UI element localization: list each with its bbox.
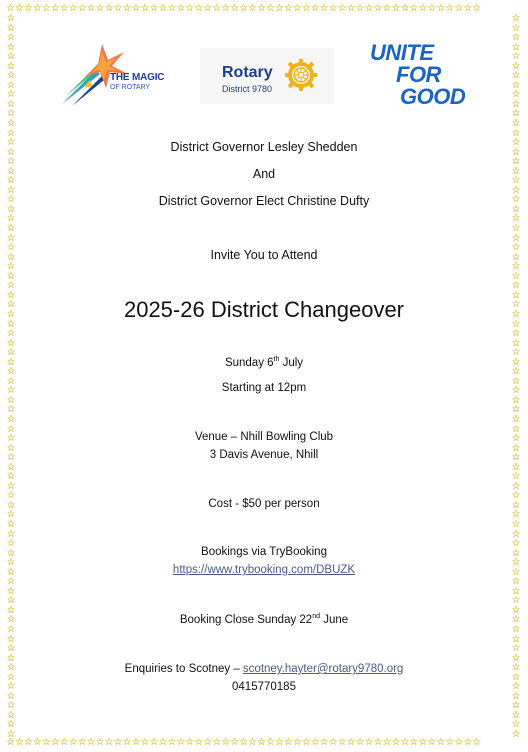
border-star-icon: ☆ — [6, 79, 16, 91]
border-star-icon: ☆ — [511, 490, 521, 502]
logo-row — [0, 40, 528, 112]
border-star-icon: ☆ — [511, 184, 521, 196]
border-star-icon: ☆ — [6, 242, 16, 254]
border-star-icon: ☆ — [511, 404, 521, 416]
border-star-icon: ☆ — [511, 299, 521, 311]
unite-logo-line2: FOR — [396, 62, 441, 87]
border-star-icon: ☆ — [6, 413, 16, 425]
border-star-icon: ☆ — [6, 585, 16, 597]
border-star-icon: ☆ — [6, 318, 16, 330]
border-star-icon: ☆ — [6, 251, 16, 263]
border-star-icon: ☆ — [511, 51, 521, 63]
border-star-icon: ☆ — [6, 270, 16, 282]
border-star-icon: ☆ — [511, 242, 521, 254]
border-star-icon: ☆ — [511, 280, 521, 292]
border-star-icon: ☆ — [6, 308, 16, 320]
border-star-icon: ☆ — [6, 328, 16, 340]
border-star-icon: ☆ — [511, 13, 521, 24]
border-star-icon: ☆ — [6, 528, 16, 540]
border-star-icon: ☆ — [511, 518, 521, 530]
border-star-icon: ☆ — [511, 22, 521, 34]
border-star-icon: ☆ — [511, 700, 521, 712]
border-star-icon: ☆ — [511, 32, 521, 44]
border-star-icon: ☆ — [511, 624, 521, 635]
border-star-icon: ☆ — [511, 347, 521, 359]
booking-close — [0, 614, 528, 626]
border-star-icon: ☆ — [6, 662, 16, 674]
border-star-icon: ☆ — [511, 223, 521, 235]
border-star-icon: ☆ — [6, 566, 16, 578]
border-star-icon: ☆ — [6, 165, 16, 177]
border-star-icon: ☆ — [511, 528, 521, 540]
border-star-icon: ☆ — [6, 490, 16, 502]
border-star-icon: ☆ — [6, 499, 16, 511]
border-star-icon: ☆ — [511, 165, 521, 177]
border-star-icon: ☆ — [6, 203, 16, 215]
border-star-icon: ☆ — [6, 98, 16, 110]
border-star-icon: ☆ — [6, 652, 16, 664]
magic-logo-line2: OF ROTARY — [110, 84, 151, 91]
border-star-icon: ☆ — [511, 690, 521, 702]
border-star-icon: ☆ — [511, 385, 521, 397]
event-time: Starting at 12pm — [221, 382, 307, 394]
border-star-icon: ☆ — [6, 633, 16, 645]
booking-close-suffix: nd — [312, 613, 320, 621]
border-star-icon: ☆ — [6, 480, 16, 492]
cost-text: Cost - $50 per person — [208, 498, 320, 510]
border-star-icon: ☆ — [6, 681, 16, 693]
border-star-icon: ☆ — [511, 633, 521, 645]
enquiries-phone: 0415770185 — [232, 681, 296, 693]
border-star-icon: ☆ — [511, 433, 521, 445]
border-star-icon: ☆ — [511, 662, 521, 674]
border-star-icon: ☆ — [6, 729, 16, 741]
border-star-icon: ☆ — [6, 146, 16, 158]
border-star-icon: ☆ — [511, 89, 521, 101]
border-star-icon: ☆ — [6, 41, 16, 53]
border-star-icon: ☆ — [6, 337, 16, 349]
border-star-icon: ☆ — [511, 289, 521, 301]
border-star-icon: ☆ — [511, 509, 521, 521]
border-star-icon: ☆ — [511, 461, 521, 473]
border-star-icon: ☆ — [511, 595, 521, 607]
border-star-icon: ☆ — [511, 146, 521, 158]
border-star-icon: ☆ — [511, 557, 521, 569]
border-star-icon: ☆ — [511, 547, 521, 559]
unite-logo-line1: UNITE — [370, 40, 434, 65]
border-star-icon: ☆ — [6, 70, 16, 82]
event-date-suffix: th — [273, 356, 280, 364]
border-star-icon: ☆ — [511, 108, 521, 120]
border-star-icon: ☆ — [511, 356, 521, 368]
border-star-icon: ☆ — [511, 366, 521, 378]
border-star-icon: ☆ — [6, 557, 16, 569]
border-star-icon: ☆ — [511, 538, 521, 550]
star-border-top: ☆☆☆☆☆☆☆☆☆☆☆☆☆☆☆☆☆☆☆☆☆☆☆☆☆☆☆☆☆☆☆☆☆☆☆☆☆☆☆☆☆☆☆☆☆☆☆☆☆☆☆☆☆ — [6, 4, 482, 14]
border-star-icon: ☆ — [6, 22, 16, 34]
border-star-icon: ☆ — [511, 137, 521, 149]
border-star-icon: ☆ — [6, 471, 16, 483]
event-date-prefix: Sunday 6 — [224, 357, 274, 369]
border-star-icon: ☆ — [6, 223, 16, 235]
magic-of-rotary-logo — [56, 40, 168, 110]
border-star-icon: ☆ — [6, 547, 16, 559]
border-star-icon: ☆ — [511, 671, 521, 683]
border-star-icon: ☆ — [6, 643, 16, 655]
border-star-icon: ☆ — [6, 423, 16, 435]
border-star-icon: ☆ — [6, 433, 16, 445]
border-star-icon: ☆ — [511, 423, 521, 435]
border-star-icon: ☆ — [6, 604, 16, 616]
border-star-icon: ☆ — [511, 127, 521, 139]
border-star-icon: ☆ — [511, 213, 521, 225]
border-star-icon: ☆ — [6, 709, 16, 721]
rotary-logo-name: Rotary — [222, 64, 273, 81]
border-star-icon: ☆ — [511, 337, 521, 349]
border-star-icon: ☆ — [511, 604, 521, 616]
border-star-icon: ☆ — [6, 366, 16, 378]
border-star-icon: ☆ — [6, 213, 16, 225]
border-star-icon: ☆ — [511, 70, 521, 82]
border-star-icon: ☆ — [6, 595, 16, 607]
border-star-icon: ☆ — [6, 356, 16, 368]
border-star-icon: ☆ — [6, 538, 16, 550]
border-star-icon: ☆ — [6, 719, 16, 731]
border-star-icon: ☆ — [6, 576, 16, 588]
border-star-icon: ☆ — [511, 729, 521, 741]
border-star-icon: ☆ — [511, 79, 521, 91]
border-star-icon: ☆ — [6, 299, 16, 311]
border-star-icon: ☆ — [6, 671, 16, 683]
border-star-icon: ☆ — [6, 156, 16, 168]
border-star-icon: ☆ — [511, 576, 521, 588]
border-star-icon: ☆ — [6, 280, 16, 292]
star-border-left — [6, 14, 16, 740]
border-star-icon: ☆ — [6, 509, 16, 521]
enquiries-prefix: Enquiries to Scotney – — [124, 663, 243, 675]
rotary-district-logo — [200, 48, 335, 104]
border-star-icon: ☆ — [511, 681, 521, 693]
star-border-bottom: ☆☆☆☆☆☆☆☆☆☆☆☆☆☆☆☆☆☆☆☆☆☆☆☆☆☆☆☆☆☆☆☆☆☆☆☆☆☆☆☆☆☆☆☆☆☆☆☆☆☆☆☆☆ — [6, 738, 482, 748]
border-star-icon: ☆ — [511, 480, 521, 492]
border-star-icon: ☆ — [6, 347, 16, 359]
border-star-icon: ☆ — [6, 518, 16, 530]
border-star-icon: ☆ — [6, 108, 16, 120]
border-star-icon: ☆ — [6, 13, 16, 24]
border-star-icon: ☆ — [511, 452, 521, 464]
border-star-icon: ☆ — [6, 624, 16, 635]
border-star-icon: ☆ — [6, 261, 16, 273]
rotary-logo-district: District 9780 — [222, 84, 273, 94]
border-star-icon: ☆ — [511, 175, 521, 187]
border-star-icon: ☆ — [511, 566, 521, 578]
border-star-icon: ☆ — [511, 98, 521, 110]
border-star-icon: ☆ — [6, 137, 16, 149]
border-star-icon: ☆ — [6, 700, 16, 712]
border-star-icon: ☆ — [6, 60, 16, 72]
invite-text: Invite You to Attend — [210, 248, 318, 262]
border-star-icon: ☆ — [6, 385, 16, 397]
border-star-icon: ☆ — [511, 413, 521, 425]
border-star-icon: ☆ — [511, 652, 521, 664]
border-star-icon: ☆ — [511, 203, 521, 215]
border-star-icon: ☆ — [511, 643, 521, 655]
border-star-icon: ☆ — [511, 118, 521, 130]
border-star-icon: ☆ — [511, 251, 521, 263]
border-star-icon: ☆ — [6, 375, 16, 387]
border-star-icon: ☆ — [6, 194, 16, 206]
border-star-icon: ☆ — [511, 585, 521, 597]
event-date-rest: July — [279, 357, 304, 369]
border-star-icon: ☆ — [6, 404, 16, 416]
venue-line1: Venue – Nhill Bowling Club — [194, 431, 334, 443]
enquiries-email-link[interactable]: scotney.hayter@rotary9780.org — [242, 663, 404, 675]
border-star-icon: ☆ — [511, 375, 521, 387]
border-star-icon: ☆ — [6, 442, 16, 454]
border-star-icon: ☆ — [6, 232, 16, 244]
border-star-icon: ☆ — [6, 289, 16, 301]
border-star-icon: ☆ — [6, 452, 16, 464]
border-star-icon: ☆ — [6, 127, 16, 139]
border-star-icon: ☆ — [511, 442, 521, 454]
border-star-icon: ☆ — [6, 51, 16, 63]
host-governor-elect: District Governor Elect Christine Dufty — [158, 194, 370, 208]
event-title: 2025-26 District Changeover — [123, 297, 405, 322]
border-star-icon: ☆ — [511, 60, 521, 72]
border-star-icon: ☆ — [6, 175, 16, 187]
border-star-icon: ☆ — [6, 32, 16, 44]
booking-close-rest: June — [320, 614, 349, 626]
border-star-icon: ☆ — [6, 184, 16, 196]
border-star-icon: ☆ — [511, 318, 521, 330]
border-star-icon: ☆ — [6, 461, 16, 473]
host-conjunction: And — [252, 167, 276, 181]
border-star-icon: ☆ — [6, 118, 16, 130]
bookings-label: Bookings via TryBooking — [201, 546, 327, 558]
booking-close-prefix: Booking Close Sunday 22 — [179, 614, 313, 626]
border-star-icon: ☆ — [511, 394, 521, 406]
border-star-icon: ☆ — [511, 499, 521, 511]
unite-logo-line3: GOOD — [400, 84, 466, 109]
border-star-icon: ☆ — [511, 719, 521, 731]
bookings-link[interactable]: https://www.trybooking.com/DBUZK — [172, 564, 356, 576]
star-border-right — [511, 14, 521, 740]
event-date — [0, 357, 528, 369]
border-star-icon: ☆ — [511, 232, 521, 244]
rotary-wheel-icon — [284, 58, 318, 92]
host-governor: District Governor Lesley Shedden — [170, 140, 358, 154]
border-star-icon: ☆ — [511, 261, 521, 273]
bookings-link-row — [0, 564, 528, 576]
border-star-icon: ☆ — [511, 709, 521, 721]
border-star-icon: ☆ — [6, 690, 16, 702]
border-star-icon: ☆ — [6, 614, 16, 626]
border-star-icon: ☆ — [511, 41, 521, 53]
magic-logo-line1: THE MAGIC — [110, 72, 165, 83]
border-star-icon: ☆ — [511, 328, 521, 340]
venue-line2: 3 Davis Avenue, Nhill — [209, 449, 319, 461]
border-star-icon: ☆ — [6, 394, 16, 406]
border-star-icon: ☆ — [511, 614, 521, 626]
border-star-icon: ☆ — [511, 194, 521, 206]
border-star-icon: ☆ — [511, 270, 521, 282]
unite-for-good-logo — [364, 40, 476, 112]
border-star-icon: ☆ — [6, 89, 16, 101]
border-star-icon: ☆ — [511, 308, 521, 320]
enquiries-line — [0, 663, 528, 675]
border-star-icon: ☆ — [511, 471, 521, 483]
border-star-icon: ☆ — [511, 156, 521, 168]
